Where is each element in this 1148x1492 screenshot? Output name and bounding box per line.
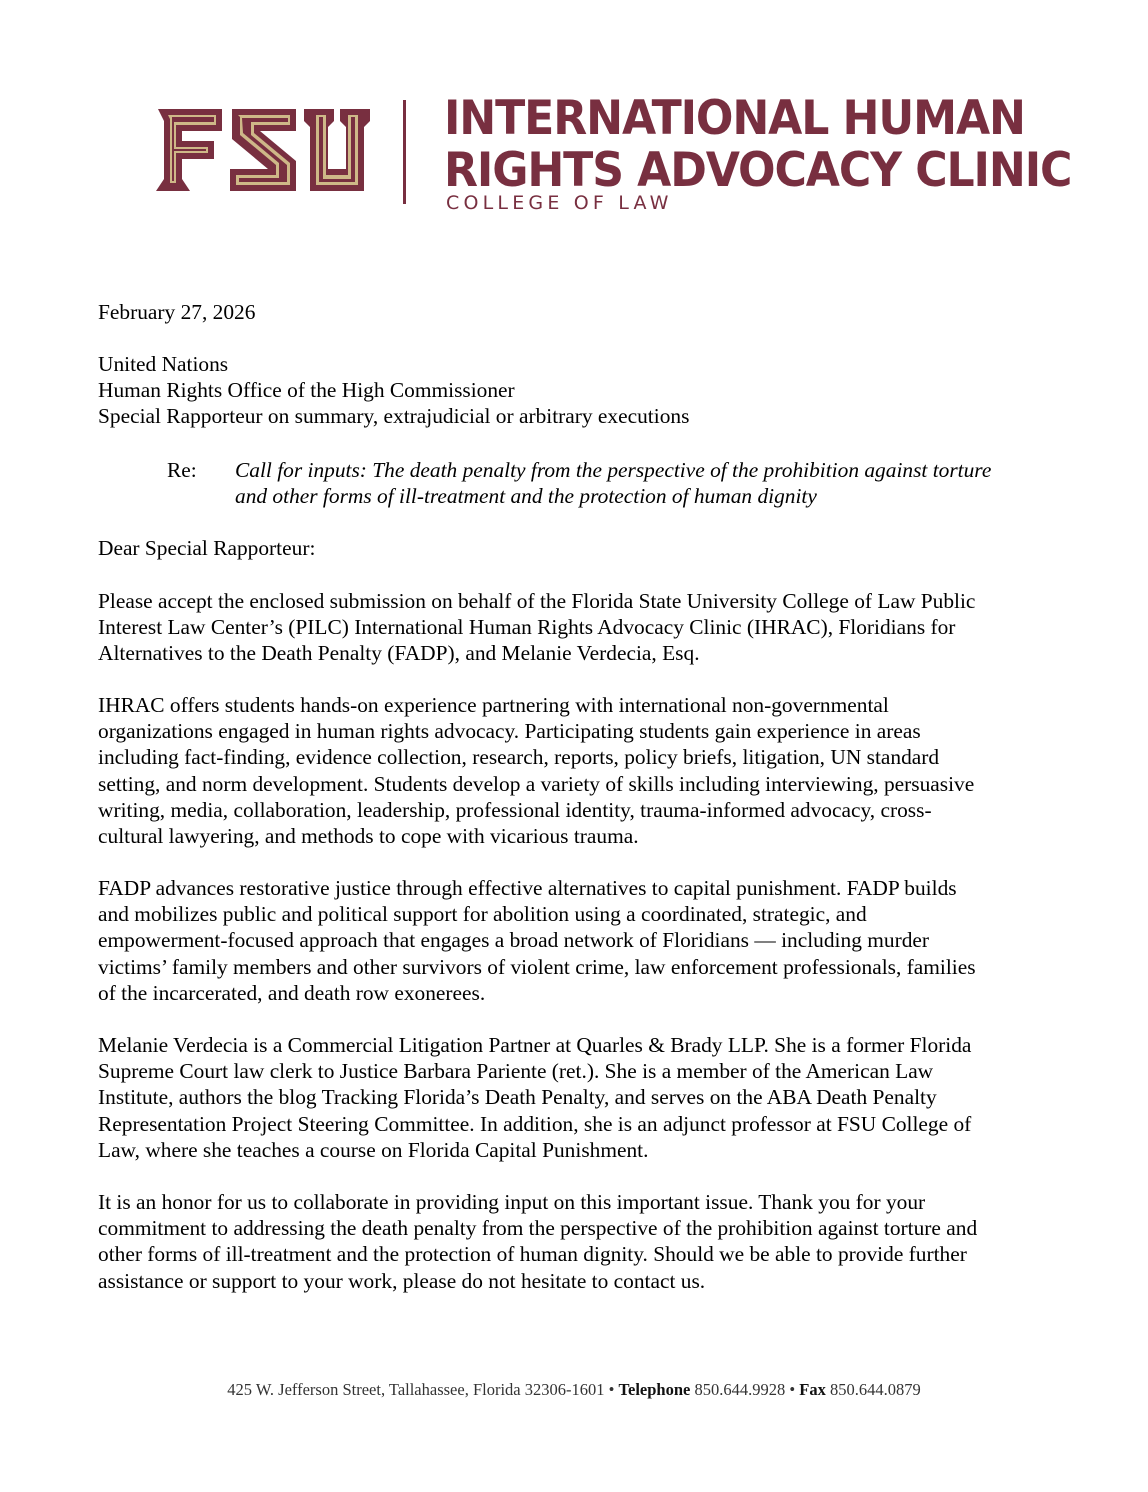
recipient-line: Human Rights Office of the High Commissioner (98, 378, 515, 403)
college-name: COLLEGE OF LAW (446, 192, 673, 214)
paragraph-line: Melanie Verdecia is a Commercial Litigation Partner at Quarles & Brady LLP. She is a former Florida (98, 1033, 972, 1057)
paragraph-line: Alternatives to the Death Penalty (FADP), and Melanie Verdecia, Esq. (98, 641, 700, 666)
fsu-logo-icon (156, 107, 372, 193)
clinic-name (444, 93, 1071, 197)
paragraph-intro (98, 588, 1048, 667)
paragraph-line: FADP advances restorative justice through effective alternatives to capital punishment. FADP builds (98, 876, 957, 900)
bullet-separator: • (608, 1380, 615, 1399)
paragraph-line: assistance or support to your work, please do not hesitate to contact us. (98, 1268, 706, 1293)
paragraph-line: Interest Law Center’s (PILC) International Human Rights Advocacy Clinic (IHRAC), Floridians for (98, 615, 956, 640)
logo-divider (403, 100, 406, 204)
re-subject-line: and other forms of ill-treatment and the protection of human dignity (235, 484, 817, 509)
telephone-label: Telephone (618, 1380, 691, 1399)
paragraph-line: It is an honor for us to collaborate in providing input on this important issue. Thank you for your (98, 1190, 926, 1214)
paragraph-verdecia (98, 1032, 1048, 1163)
letter-date: February 27, 2026 (98, 300, 256, 324)
telephone-number: 850.644.9928 (694, 1380, 786, 1399)
paragraph-line: and mobilizes public and political support for abolition using a coordinated, strategic, and (98, 902, 867, 927)
fax-label: Fax (799, 1380, 826, 1399)
footer-contact (0, 1380, 1148, 1400)
paragraph-line: cultural lawyering, and methods to cope with vicarious trauma. (98, 824, 639, 849)
paragraph-line: organizations engaged in human rights advocacy. Participating students gain experience in areas (98, 719, 921, 744)
bullet-separator: • (789, 1380, 796, 1399)
paragraph-line: including fact-finding, evidence collection, research, reports, policy briefs, litigation, UN standard (98, 745, 940, 770)
paragraph-fadp (98, 875, 1048, 1006)
paragraph-line: empowerment-focused approach that engages a broad network of Floridians — including murder (98, 928, 930, 953)
re-subject-line: Call for inputs: The death penalty from the perspective of the prohibition against torture (235, 458, 992, 482)
salutation: Dear Special Rapporteur: (98, 536, 316, 560)
fax-number: 850.644.0879 (829, 1380, 921, 1399)
paragraph-line: victims’ family members and other survivors of violent crime, law enforcement professionals, families (98, 954, 976, 979)
recipient-line: United Nations (98, 352, 229, 376)
paragraph-line: setting, and norm development. Students develop a variety of skills including interviewing, persuasive (98, 771, 975, 796)
re-label: Re: (167, 458, 197, 482)
paragraph-line: IHRAC offers students hands-on experience partnering with international non-governmental (98, 693, 889, 717)
paragraph-line: other forms of ill-treatment and the protection of human dignity. Should we be able to provide further (98, 1242, 967, 1267)
paragraph-ihrac (98, 692, 1048, 849)
paragraph-line: commitment to addressing the death penalty from the perspective of the prohibition against torture and (98, 1216, 978, 1241)
paragraph-line: Law, where she teaches a course on Florida Capital Punishment. (98, 1137, 649, 1162)
paragraph-line: writing, media, collaboration, leadership, professional identity, trauma-informed advocacy, cross- (98, 797, 932, 822)
paragraph-line: Institute, authors the blog Tracking Florida’s Death Penalty, and serves on the ABA Death Penalty (98, 1085, 937, 1110)
paragraph-line: Representation Project Steering Committee. In addition, she is an adjunct professor at FSU College of (98, 1111, 972, 1136)
recipient-block (98, 351, 1048, 430)
re-subject (235, 457, 991, 509)
recipient-line: Special Rapporteur on summary, extrajudicial or arbitrary executions (98, 404, 690, 429)
clinic-name-line1: INTERNATIONAL HUMAN (444, 91, 1025, 146)
paragraph-line: Supreme Court law clerk to Justice Barbara Pariente (ret.). She is a member of the American Law (98, 1059, 934, 1084)
footer-address: 425 W. Jefferson Street, Tallahassee, Florida 32306-1601 (227, 1380, 605, 1399)
clinic-name-line2: RIGHTS ADVOCACY CLINIC (444, 143, 1072, 198)
letterhead (156, 91, 1072, 215)
paragraph-line: Please accept the enclosed submission on behalf of the Florida State University College of Law Public (98, 589, 976, 613)
paragraph-closing (98, 1189, 1048, 1294)
paragraph-line: of the incarcerated, and death row exonerees. (98, 980, 486, 1005)
